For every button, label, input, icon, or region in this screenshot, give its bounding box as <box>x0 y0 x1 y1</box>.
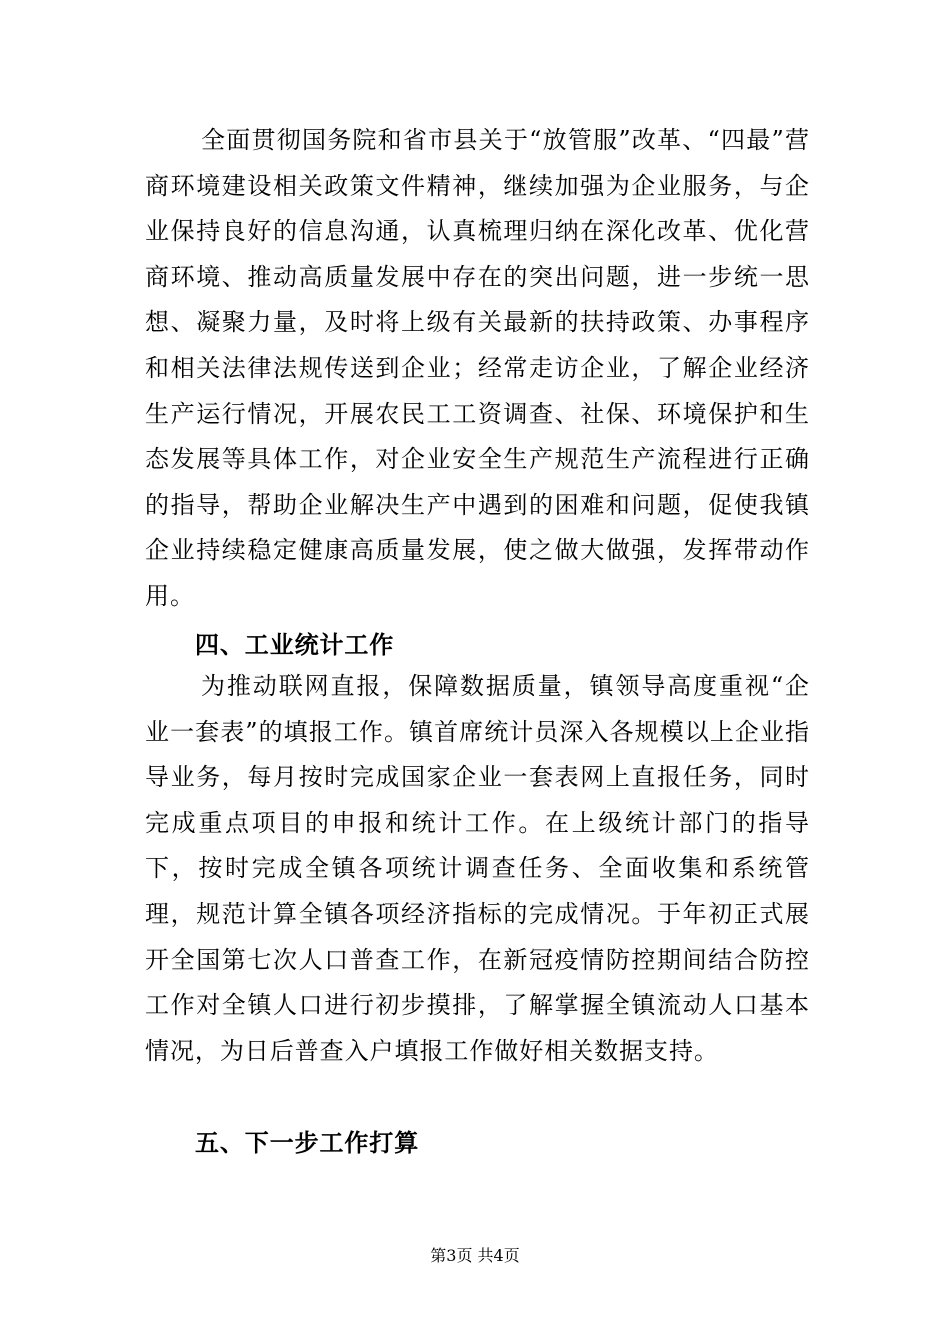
section-heading-industrial-statistics: 四、工业统计工作 <box>195 631 395 659</box>
paragraph-business-service: 全面贯彻国务院和省市县关于“放管服”改革、“四最”营商环境建设相关政策文件精神，继续加强为企业服务，与企业保持良好的信息沟通，认真梳理归纳在深化改革、优化营商环境、推动高质量发展中存在的突出问题，进一步统一思想、凝聚力量，及时将上级有关最新的扶持政策、办事程序和相关法律法规传送到企业；经常走访企业，了解企业经济生产运行情况，开展农民工工资调查、社保、环境保护和生态发展等具体工作，对企业安全生产规范生产流程进行正确的指导，帮助企业解决生产中遇到的困难和问题，促使我镇企业持续稳定健康高质量发展，使之做大做强，发挥带动作用。 <box>145 126 810 610</box>
page-number-footer: 第3页 共4页 <box>430 1246 520 1265</box>
section-heading-next-steps: 五、下一步工作打算 <box>195 1129 420 1157</box>
paragraph-statistics-work: 为推动联网直报，保障数据质量，镇领导高度重视“企业一套表”的填报工作。镇首席统计员深入各规模以上企业指导业务，每月按时完成国家企业一套表网上直报任务，同时完成重点项目的申报和统计工作。在上级统计部门的指导下，按时完成全镇各项统计调查任务、全面收集和系统管理，规范计算全镇各项经济指标的完成情况。于年初正式展开全国第七次人口普查工作，在新冠疫情防控期间结合防控工作对全镇人口进行初步摸排，了解掌握全镇流动人口基本情况，为日后普查入户填报工作做好相关数据支持。 <box>145 672 810 1065</box>
